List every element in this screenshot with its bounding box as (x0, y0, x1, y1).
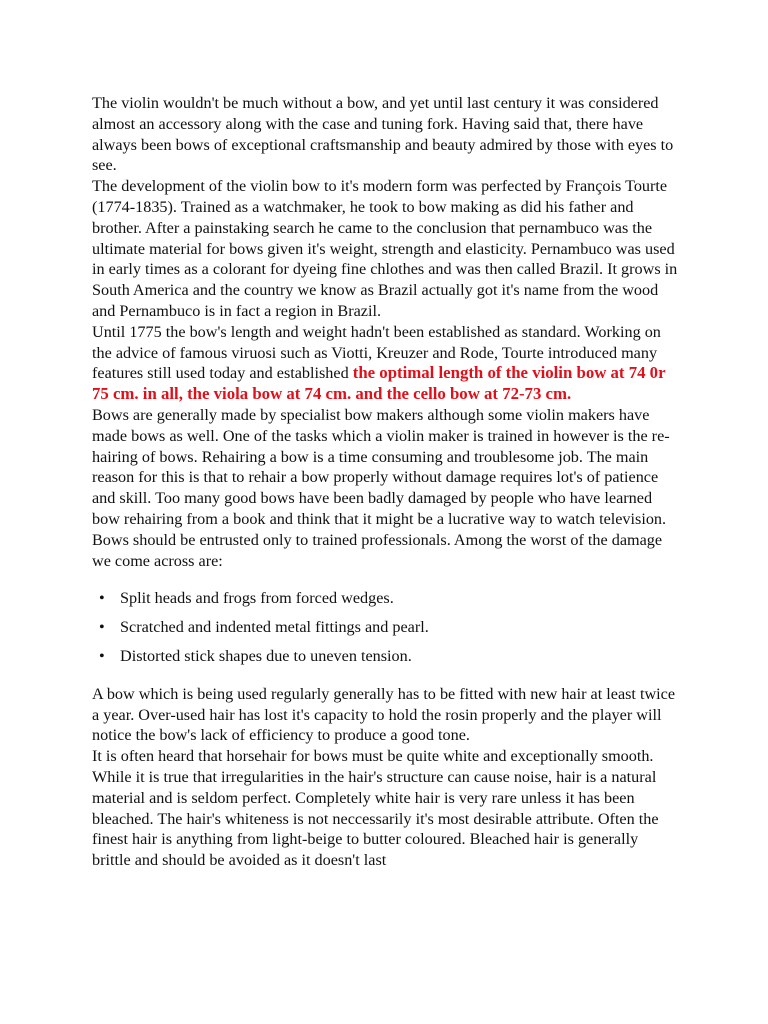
list-item (99, 588, 678, 609)
paragraph-rehairing: Bows are generally made by specialist bow makers although some violin makers have made bows as well. One of the tasks which a violin maker is trained in however is the re-hairing of bows. Rehairing a bow is a time consuming and troublesome job. The main reason for this is that to rehair a bow properly without damage requires lot's of patience and skill. Too many good bows have been badly damaged by people who have learned bow rehairing from a book and think that it might be a lucrative way to watch television. Bows should be entrusted only to trained professionals. Among the worst of the damage we come across are: (92, 405, 670, 570)
list-item-text: Split heads and frogs from forced wedges. (120, 589, 394, 608)
paragraph-hair-color: It is often heard that horsehair for bows must be quite white and exceptionally smooth. While it is true that irregularities in the hair's structure can cause noise, hair is a natural material and is seldom perfect. Completely white hair is very rare unless it has been bleached. The hair's whiteness is not neccessarily it's most desirable attribute. Often the finest hair is anything from light-beige to butter coloured. Bleached hair is generally brittle and should be avoided as it doesn't last (92, 747, 659, 870)
paragraph-hair-frequency: A bow which is being used regularly generally has to be fitted with new hair at least twice a year. Over-used hair has lost it's capacity to hold the rosin properly and the player will notice the bow's lack of efficiency to produce a good tone. (92, 684, 676, 745)
list-item (99, 617, 678, 638)
list-item-text: Scratched and indented metal fittings and pearl. (120, 618, 429, 637)
paragraph-intro: The violin wouldn't be much without a bow, and yet until last century it was considered almost an accessory along with the case and tuning fork. Having said that, there have always been bows of exceptional craftsmanship and beauty admired by those with eyes to see. (92, 94, 674, 175)
bullet-glyph: • (99, 589, 105, 608)
damage-list (92, 588, 678, 666)
paragraph-standard-length (92, 322, 678, 405)
document-body (92, 93, 678, 871)
list-item-text: Distorted stick shapes due to uneven tension. (120, 646, 412, 665)
paragraph-development: The development of the violin bow to it's modern form was perfected by François Tourte (1774-1835). Trained as a watchmaker, he took to bow making as did his father and brother. After a painstaking search he came to the conclusion that pernambuco was the ultimate material for bows given it's weight, strength and elasticity. Pernambuco was used in early times as a colorant for dyeing fine chlothes and was then called Brazil. It grows in South America and the country we know as Brazil actually got it's name from the wood and Pernambuco is in fact a region in Brazil. (92, 177, 678, 320)
paragraph-standard-length-lead: Until 1775 the bow's length and weight hadn't been established as standard. Working on the advice of famous viruosi such as Viotti, Kreuzer and Rode, Tourte introduced many features still used today and established (92, 322, 661, 383)
bullet-glyph: • (99, 646, 105, 665)
list-item (99, 646, 678, 667)
highlighted-bow-lengths: the optimal length of the violin bow at 74 0r 75 cm. in all, the viola bow at 74 cm. and the cello bow at 72-73 cm. (92, 363, 666, 404)
bullet-glyph: • (99, 618, 105, 637)
